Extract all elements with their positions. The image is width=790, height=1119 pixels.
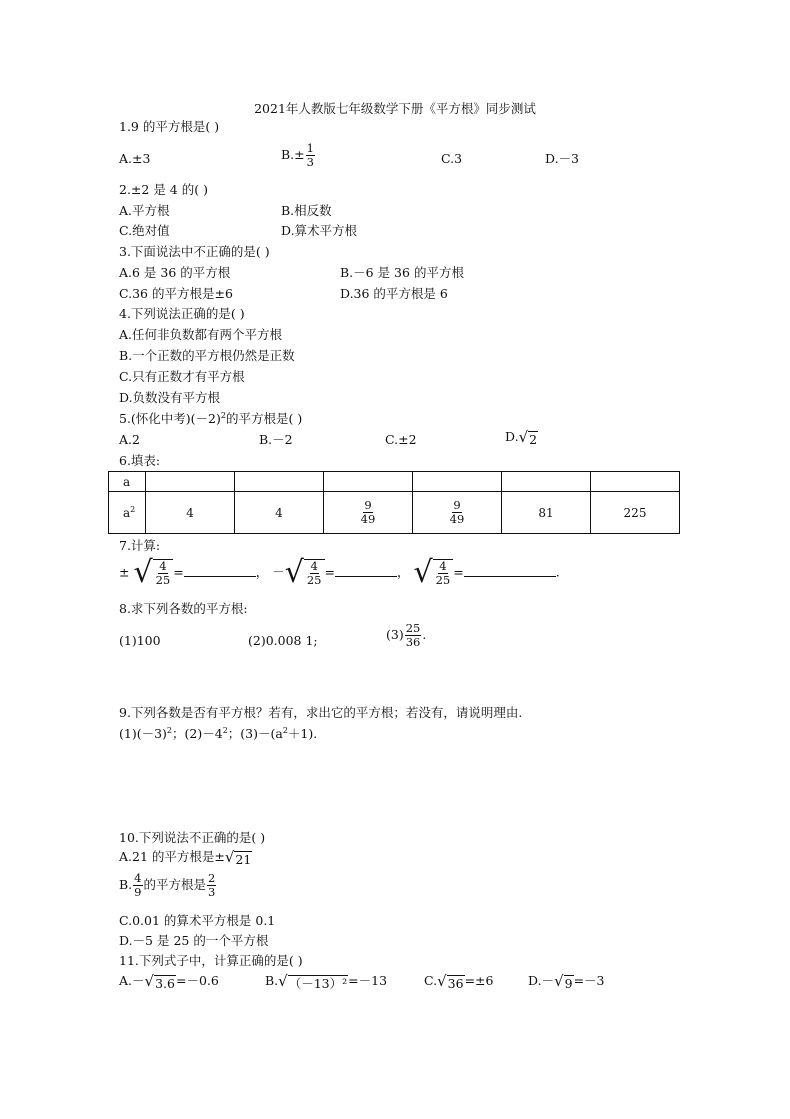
table-cell-blank[interactable] [591,472,680,492]
q5-option-b: B.－2 [259,432,293,447]
q3-option-c: C.36 的平方根是±6 [119,286,233,301]
table-cell-value: 81 [502,492,591,534]
q4-option-a: A.任何非负数都有两个平方根 [119,327,283,342]
table-cell-blank[interactable] [502,472,591,492]
table-row-a2-label: $a^2$ [109,492,146,534]
document-title: 2021年人教版七年级数学下册《平方根》同步测试 [254,101,536,116]
q11-option-a: A.－ √ 3.6 =－0.6 [119,971,219,991]
table-cell-blank[interactable] [146,472,235,492]
q8-part-3: (3) $\frac{25}{36}$ . [386,621,427,649]
q8-part-2: (2)0.008 1; [248,633,318,648]
table-cell-value: 4 [146,492,235,534]
q2-option-a: A.平方根 [119,203,170,218]
q4-stem: 4.下列说法正确的是( ) [119,306,245,321]
table-cell-blank[interactable] [413,472,502,492]
q4-option-b: B.一个正数的平方根仍然是正数 [119,348,295,363]
q7-expressions: ± √ $\frac{4}{25}$ = ， － √ $\frac{4}{25}$ = ， √ $\frac{4}{25}$ = . [119,555,560,590]
table-row-a-label: a [109,472,146,492]
q9-parts: $(1)(-3)^2$；$(2)-4^2$；$(3)-(a^2+1)$. [119,725,318,741]
q8-part-1: (1)100 [119,633,161,648]
q2-stem: 2.±2 是 4 的( ) [119,182,208,197]
q4-option-d: D.负数没有平方根 [119,390,221,405]
q2-option-c: C.绝对值 [119,223,170,238]
table-cell-value: 4 [235,492,324,534]
q7-stem: 7.计算: [119,538,161,553]
q5-option-d: D. √ 2 [505,427,538,447]
table-cell-blank[interactable] [235,472,324,492]
q10-stem: 10.下列说法不正确的是( ) [119,830,266,845]
q1-stem: 1.9 的平方根是( ) [119,119,220,134]
q9-stem: 9.下列各数是否有平方根？若有，求出它的平方根；若没有，请说明理由. [119,705,523,720]
q1-option-c: C.3 [441,151,463,166]
q1-option-d: D.－3 [545,151,580,166]
q1-option-a: A.±3 [119,151,151,166]
q2-option-d: D.算术平方根 [281,223,358,238]
q10-option-a: A.21 的平方根是± √ 21 [119,847,252,867]
q3-option-b: B.－6 是 36 的平方根 [340,265,464,280]
table-cell-value: $\frac{9}{49}$ [413,492,502,534]
q10-option-c: C.0.01 的算术平方根是 0.1 [119,913,276,928]
q2-option-b: B.相反数 [281,203,332,218]
q10-option-d: D.－5 是 25 的一个平方根 [119,933,269,948]
table-cell-blank[interactable] [324,472,413,492]
q4-option-c: C.只有正数才有平方根 [119,369,245,384]
q11-option-c: C. √ 36 =±6 [424,971,494,991]
q11-option-b: B. √ （－13）² =－13 [265,971,388,991]
q3-option-a: A.6 是 36 的平方根 [119,265,231,280]
q11-option-d: D.－ √ 9 =－3 [528,971,605,991]
table-cell-value: $\frac{9}{49}$ [324,492,413,534]
q8-stem: 8.求下列各数的平方根: [119,601,248,616]
q5-option-a: A.2 [119,432,140,447]
q6-stem: 6.填表: [119,453,161,468]
q1-option-b: B.± $\frac{1}{3}$ [281,141,314,169]
table-cell-value: 225 [591,492,680,534]
q11-stem: 11.下列式子中，计算正确的是( ) [119,953,303,968]
q3-option-d: D.36 的平方根是 6 [340,286,448,301]
q5-stem: 5.(怀化中考)$(-2)^2$的平方根是( ) [119,410,303,426]
q10-option-b: B. $\frac{4}{9}$ 的平方根是 $\frac{2}{3}$ [119,871,216,899]
q3-stem: 3.下面说法中不正确的是( ) [119,244,270,259]
q5-option-c: C.±2 [385,432,417,447]
fill-table [108,471,680,534]
